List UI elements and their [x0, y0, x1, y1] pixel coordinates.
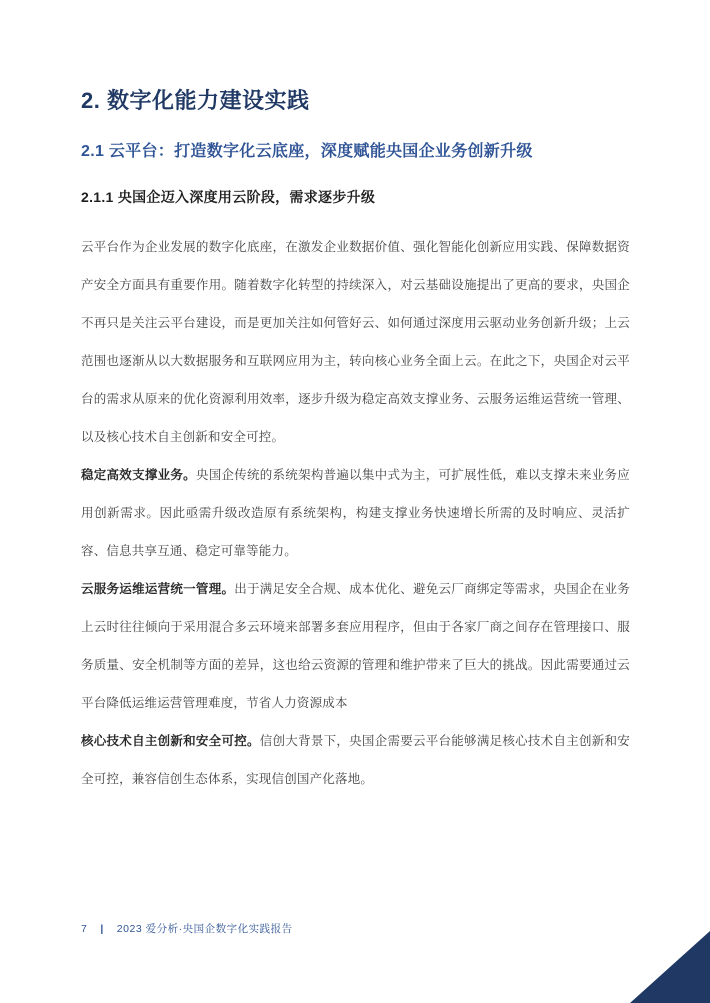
section-heading: 2. 数字化能力建设实践: [81, 88, 310, 113]
body-paragraph: [81, 456, 630, 570]
paragraph-lead: 核心技术自主创新和安全可控。: [81, 734, 260, 748]
page-footer: [81, 921, 293, 936]
subsection-heading: 2.1 云平台：打造数字化云底座，深度赋能央国企业务创新升级: [81, 143, 533, 160]
paragraph-lead: 云服务运维运营统一管理。: [81, 582, 235, 596]
page-content: [81, 86, 630, 798]
page-number: 7: [81, 922, 88, 935]
footer-separator: |: [100, 922, 104, 935]
paragraph-lead: 稳定高效支撑业务。: [81, 468, 196, 482]
paragraph-text: 央国企传统的系统架构普遍以集中式为主，可扩展性低，难以支撑未来业务应用创新需求。因此亟需升级改造原有系统架构，构建支撑业务快速增长所需的及时响应、灵活扩容、信息共享互通、稳定可靠等能力。: [81, 468, 630, 558]
subsubsection-heading: 2.1.1 央国企迈入深度用云阶段，需求逐步升级: [81, 189, 376, 205]
body-paragraph: [81, 570, 630, 722]
body-paragraph: [81, 228, 630, 456]
paragraph-text: 云平台作为企业发展的数字化底座，在激发企业数据价值、强化智能化创新应用实践、保障数据资产安全方面具有重要作用。随着数字化转型的持续深入，对云基础设施提出了更高的要求，央国企不再只是关注云平台建设，而是更加关注如何管好云、如何通过深度用云驱动业务创新升级；上云范围也逐渐从以大数据服务和互联网应用为主，转向核心业务全面上云。在此之下，央国企对云平台的需求从原来的优化资源利用效率，逐步升级为稳定高效支撑业务、云服务运维运营统一管理、以及核心技术自主创新和安全可控。: [81, 240, 630, 444]
body-paragraph: [81, 722, 630, 798]
paragraph-text: 出于满足安全合规、成本优化、避免云厂商绑定等需求，央国企在业务上云时往往倾向于采用混合多云环境来部署多套应用程序，但由于各家厂商之间存在管理接口、服务质量、安全机制等方面的差异，这也给云资源的管理和维护带来了巨大的挑战。因此需要通过云平台降低运维运营管理难度，节省人力资源成本: [81, 582, 631, 710]
corner-triangle-decoration: [630, 931, 710, 1003]
footer-report-title: 2023 爱分析·央国企数字化实践报告: [116, 923, 293, 935]
paragraph-text: 信创大背景下，央国企需要云平台能够满足核心技术自主创新和安全可控，兼容信创生态体系，实现信创国产化落地。: [81, 734, 630, 786]
